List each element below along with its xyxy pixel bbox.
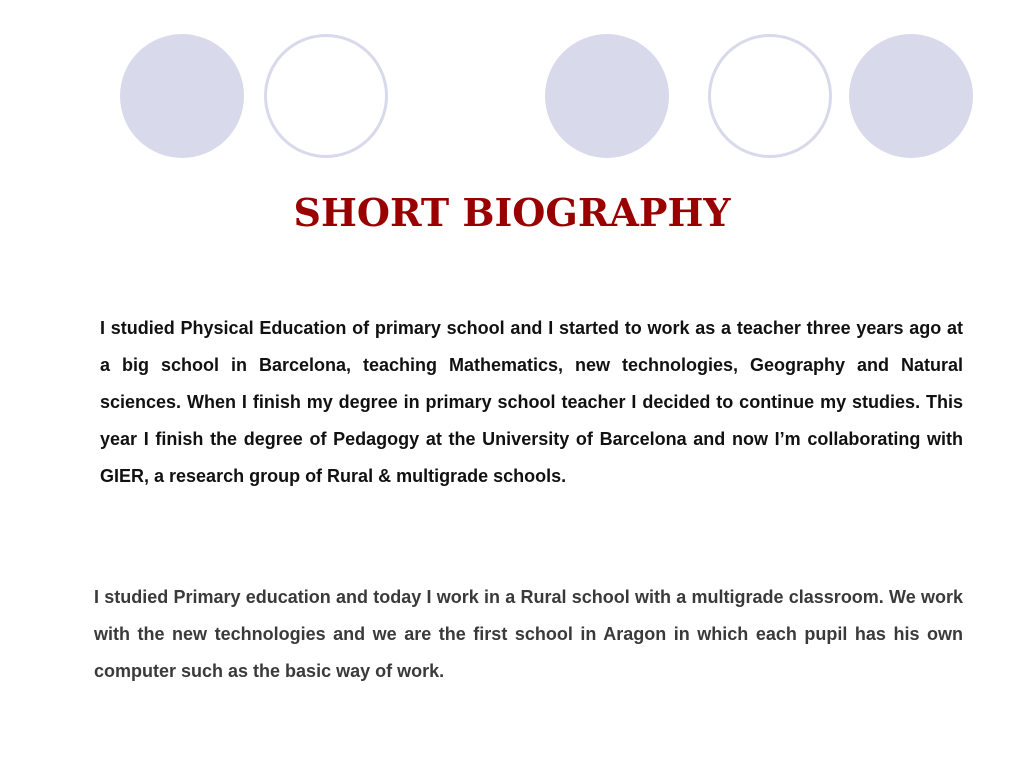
- decorative-circle-filled: [545, 34, 669, 158]
- biography-paragraph-2: I studied Primary education and today I work in a Rural school with a multigrade classroom. We work with the new technologies and we are the first school in Aragon in which each pupil has his own computer such as the basic way of work.: [94, 587, 963, 681]
- decorative-circle-outline: [264, 34, 388, 158]
- decorative-circle-filled: [120, 34, 244, 158]
- decorative-circle-outline: [708, 34, 832, 158]
- biography-paragraph-1: I studied Physical Education of primary school and I started to work as a teacher three years ago at a big school in Barcelona, teaching Mathematics, new technologies, Geography and Natural sciences. When I finish my degree in primary school teacher I decided to continue my studies. This year I finish the degree of Pedagogy at the University of Barcelona and now I’m collaborating with GIER, a research group of Rural & multigrade schools.: [100, 318, 963, 486]
- decorative-circle-filled: [849, 34, 973, 158]
- slide-title: SHORT BIOGRAPHY: [293, 190, 731, 235]
